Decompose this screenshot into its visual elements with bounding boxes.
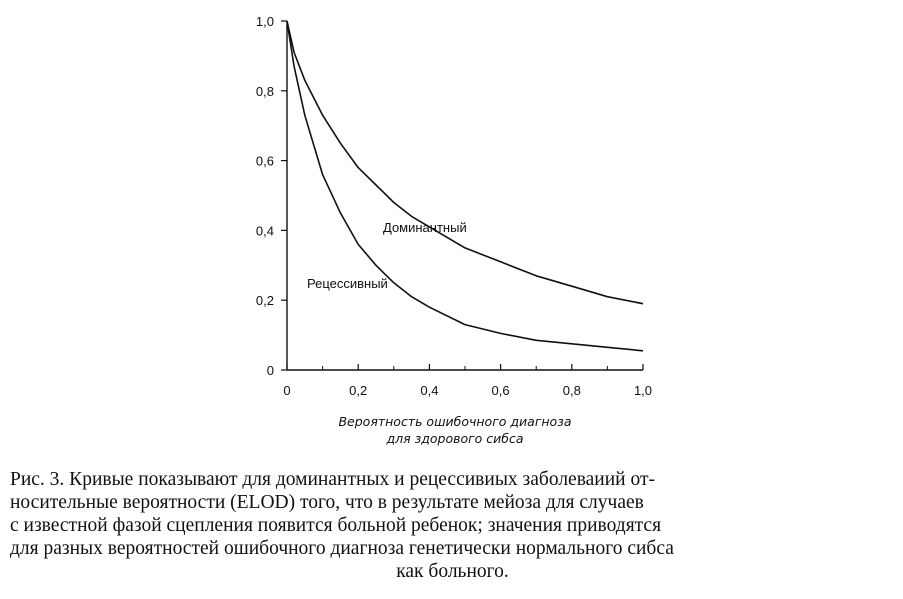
y-tick-label: 0,2: [255, 293, 274, 309]
x-tick-label: 1,0: [633, 383, 653, 398]
x-tick-label: 0,4: [420, 383, 439, 398]
x-tick-label: 0,2: [349, 383, 368, 398]
caption-line: как больного.: [396, 561, 509, 582]
recessive-curve-label: Рецессивный: [307, 276, 388, 291]
figure-caption: [10, 468, 895, 583]
caption-line: Рис. 3. Кривые показывают для доминантных и рецессивиых заболеваиий от-: [10, 469, 655, 490]
curves: [287, 21, 643, 351]
x-axis-label: Вероятность ошибочного диагноза: [338, 414, 572, 429]
dominant-curve-label: Доминантный: [383, 220, 467, 235]
x-tick-label: 0: [283, 383, 291, 398]
x-tick-label: 0,8: [562, 383, 581, 398]
x-tick-label: 0,6: [491, 383, 510, 398]
dominant-curve: [287, 21, 643, 304]
recessive-curve: [287, 21, 643, 351]
x-axis-label: для здорового сибса: [386, 431, 524, 446]
caption-line: для разных вероятностей ошибочного диагноза генетически нормального сибса: [10, 538, 674, 559]
y-tick-label: 1,0: [255, 14, 274, 29]
chart-labels: [307, 220, 572, 446]
caption-line: носительные вероятности (ELOD) того, что в результате мейоза для случаев: [10, 492, 644, 513]
y-tick-label: 0,4: [255, 223, 274, 239]
axes: [256, 14, 652, 398]
y-tick-label: 0,6: [255, 153, 274, 169]
y-tick-label: 0: [266, 363, 274, 378]
caption-line: с известной фазой сцепления появится больной ребенок; значения приводятся: [10, 515, 662, 536]
y-tick-label: 0,8: [255, 83, 274, 99]
